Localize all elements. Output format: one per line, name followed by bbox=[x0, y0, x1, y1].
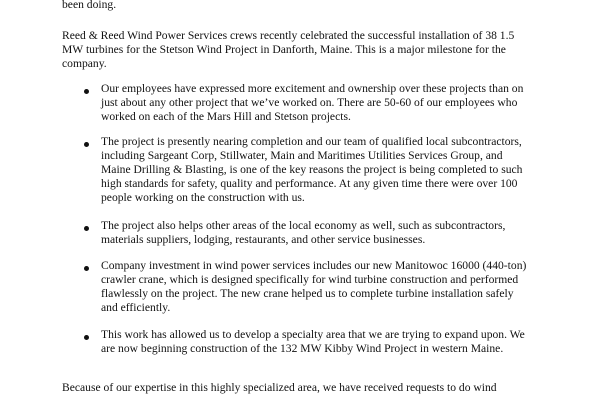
bullet-line: and efficiently. bbox=[101, 301, 171, 314]
paragraph-line: company. bbox=[62, 57, 107, 70]
bullet-line: materials suppliers, lodging, restaurants, and other service businesses. bbox=[101, 233, 426, 246]
bullet-line: including Sargeant Corp, Stillwater, Main and Maritimes Utilities Services Group, and bbox=[101, 149, 503, 162]
closing-paragraph-line: Because of our expertise in this highly specialized area, we have received requests to do wind bbox=[62, 381, 497, 394]
bullet-line: crawler crane, which is designed specifically for wind turbine construction and performed bbox=[101, 273, 519, 286]
paragraph-line: Reed & Reed Wind Power Services crews recently celebrated the successful installation of 38 1.5 bbox=[62, 29, 515, 42]
bullet-line: just about any other project that we’ve worked on. There are 50-60 of our employees who bbox=[101, 96, 518, 109]
bullet-line: The project is presently nearing completion and our team of qualified local subcontractors, bbox=[101, 135, 522, 148]
bullet-line: flawlessly on the project. The new crane helped us to complete turbine installation safely bbox=[101, 287, 514, 300]
bullet-icon bbox=[84, 142, 89, 147]
bullet-line: Maine Drilling & Blasting, is one of the key reasons the project is being completed to such bbox=[101, 163, 523, 176]
bullet-line: Our employees have expressed more excitement and ownership over these projects than on bbox=[101, 82, 524, 95]
paragraph-line: MW turbines for the Stetson Wind Project in Danforth, Maine. This is a major milestone for the bbox=[62, 43, 506, 56]
bullet-line: high standards for safety, quality and performance. At any given time there were over 100 bbox=[101, 177, 518, 190]
bullet-icon bbox=[84, 89, 89, 94]
bullet-line: are now beginning construction of the 132 MW Kibby Wind Project in western Maine. bbox=[101, 342, 504, 355]
bullet-icon bbox=[84, 266, 89, 271]
bullet-line: Company investment in wind power services includes our new Manitowoc 16000 (440-ton) bbox=[101, 259, 527, 272]
bullet-icon bbox=[84, 226, 89, 231]
bullet-line: worked on each of the Mars Hill and Stetson projects. bbox=[101, 110, 351, 123]
bullet-line: This work has allowed us to develop a specialty area that we are trying to expand upon. We bbox=[101, 328, 525, 341]
bullet-line: people working on the construction with us. bbox=[101, 191, 305, 204]
bullet-icon bbox=[84, 335, 89, 340]
intro-tail-text: been doing. bbox=[62, 0, 117, 11]
bullet-line: The project also helps other areas of the local economy as well, such as subcontractors, bbox=[101, 219, 506, 232]
